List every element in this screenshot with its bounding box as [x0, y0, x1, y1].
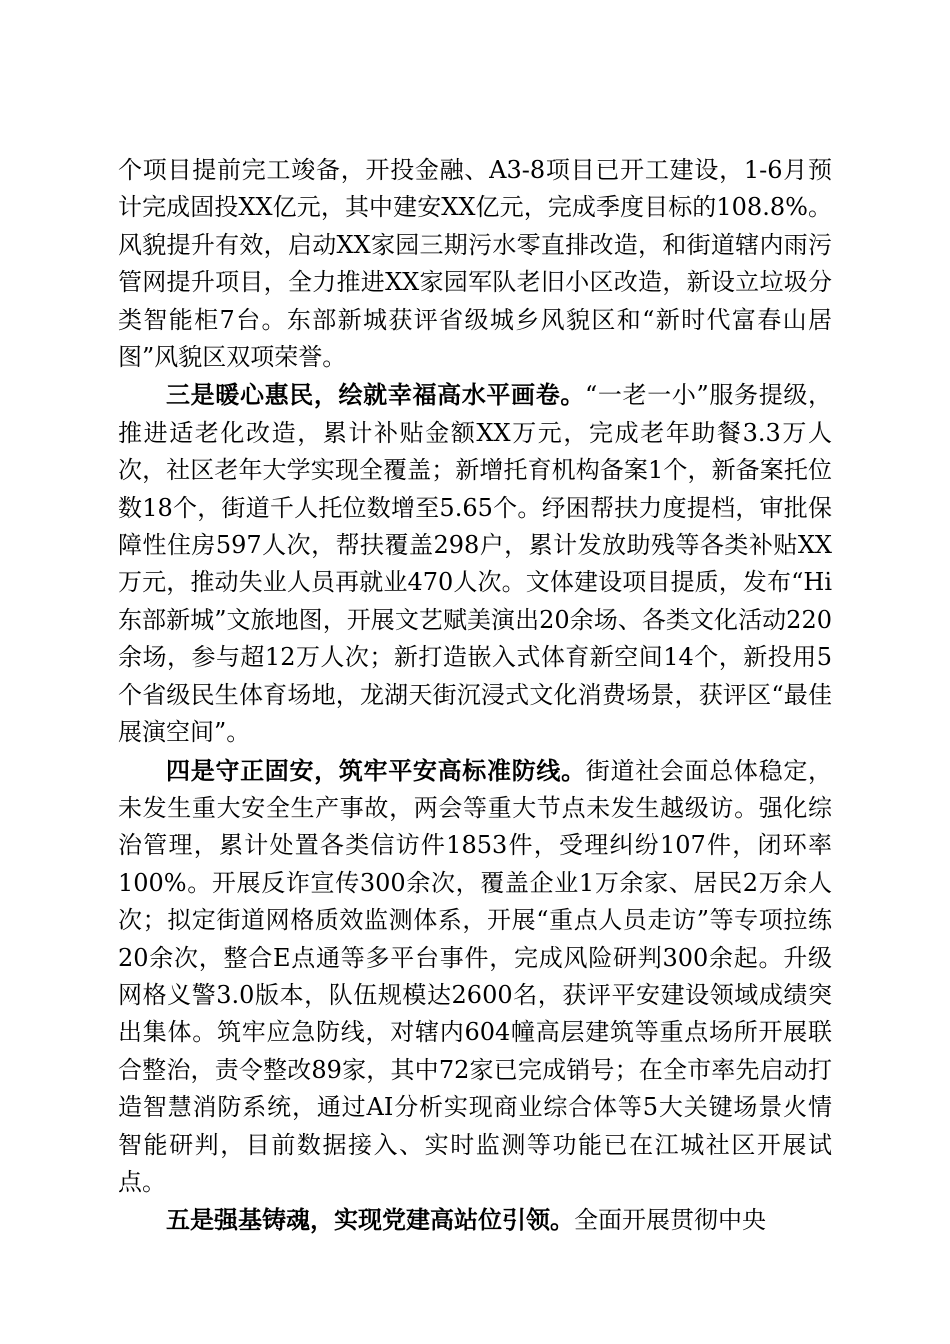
- paragraph-text: 全面开展贯彻中央: [574, 1206, 766, 1235]
- paragraph-safety: [118, 752, 832, 1202]
- paragraph-heading: 三是暖心惠民，绘就幸福高水平画卷。: [166, 380, 585, 410]
- paragraph-party-building: [118, 1201, 832, 1239]
- document-page: [118, 152, 832, 1240]
- paragraph-heading: 五是强基铸魂，实现党建高站位引领。: [166, 1205, 574, 1235]
- paragraph-continuation: [118, 152, 832, 376]
- paragraph-text: 个项目提前完工竣备，开投金融、A3-8项目已开工建设，1-6月预计完成固投XX亿元，其中建安XX亿元，完成季度目标的108.8%。风貌提升有效，启动XX家园三期污水零直排改造，和街道辖内雨污管网提升项目，全力推进XX家园军队老旧小区改造，新设立垃圾分类智能柜7台。东部新城获评省级城乡风貌区和“新时代富春山居图”风貌区双项荣誉。: [118, 156, 832, 372]
- paragraph-text: “一老一小”服务提级，推进适老化改造，累计补贴金额XX万元，完成老年助餐3.3万人次，社区老年大学实现全覆盖；新增托育机构备案1个，新备案托位数18个，街道千人托位数增至5.65个。纾困帮扶力度提档，审批保障性住房597人次，帮扶覆盖298户，累计发放助残等各类补贴XX万元，推动失业人员再就业470人次。文体建设项目提质，发布“Hi东部新城”文旅地图，开展文艺赋美演出20余场、各类文化活动220余场，参与超12万人次；新打造嵌入式体育新空间14个，新投用5个省级民生体育场地，龙湖天街沉浸式文化消费场景，获评区“最佳展演空间”。: [118, 381, 833, 747]
- paragraph-heading: 四是守正固安，筑牢平安高标准防线。: [166, 755, 586, 785]
- paragraph-text: 街道社会面总体稳定，未发生重大安全生产事故，两会等重大节点未发生越级访。强化综治管理，累计处置各类信访件1853件，受理纠纷107件，闭环率100%。开展反诈宣传300余次，覆盖企业1万余家、居民2万余人次；拟定街道网格质效监测体系，开展“重点人员走访”等专项拉练20余次，整合E点通等多平台事件，完成风险研判300余起。升级网格义警3.0版本，队伍规模达2600名，获评平安建设领域成绩突出集体。筑牢应急防线，对辖内604幢高层建筑等重点场所开展联合整治，责令整改89家，其中72家已完成销号；在全市率先启动打造智慧消防系统，通过AI分析实现商业综合体等5大关键场景火情智能研判，目前数据接入、实时监测等功能已在江城社区开展试点。: [118, 756, 833, 1196]
- paragraph-welfare: [118, 376, 832, 751]
